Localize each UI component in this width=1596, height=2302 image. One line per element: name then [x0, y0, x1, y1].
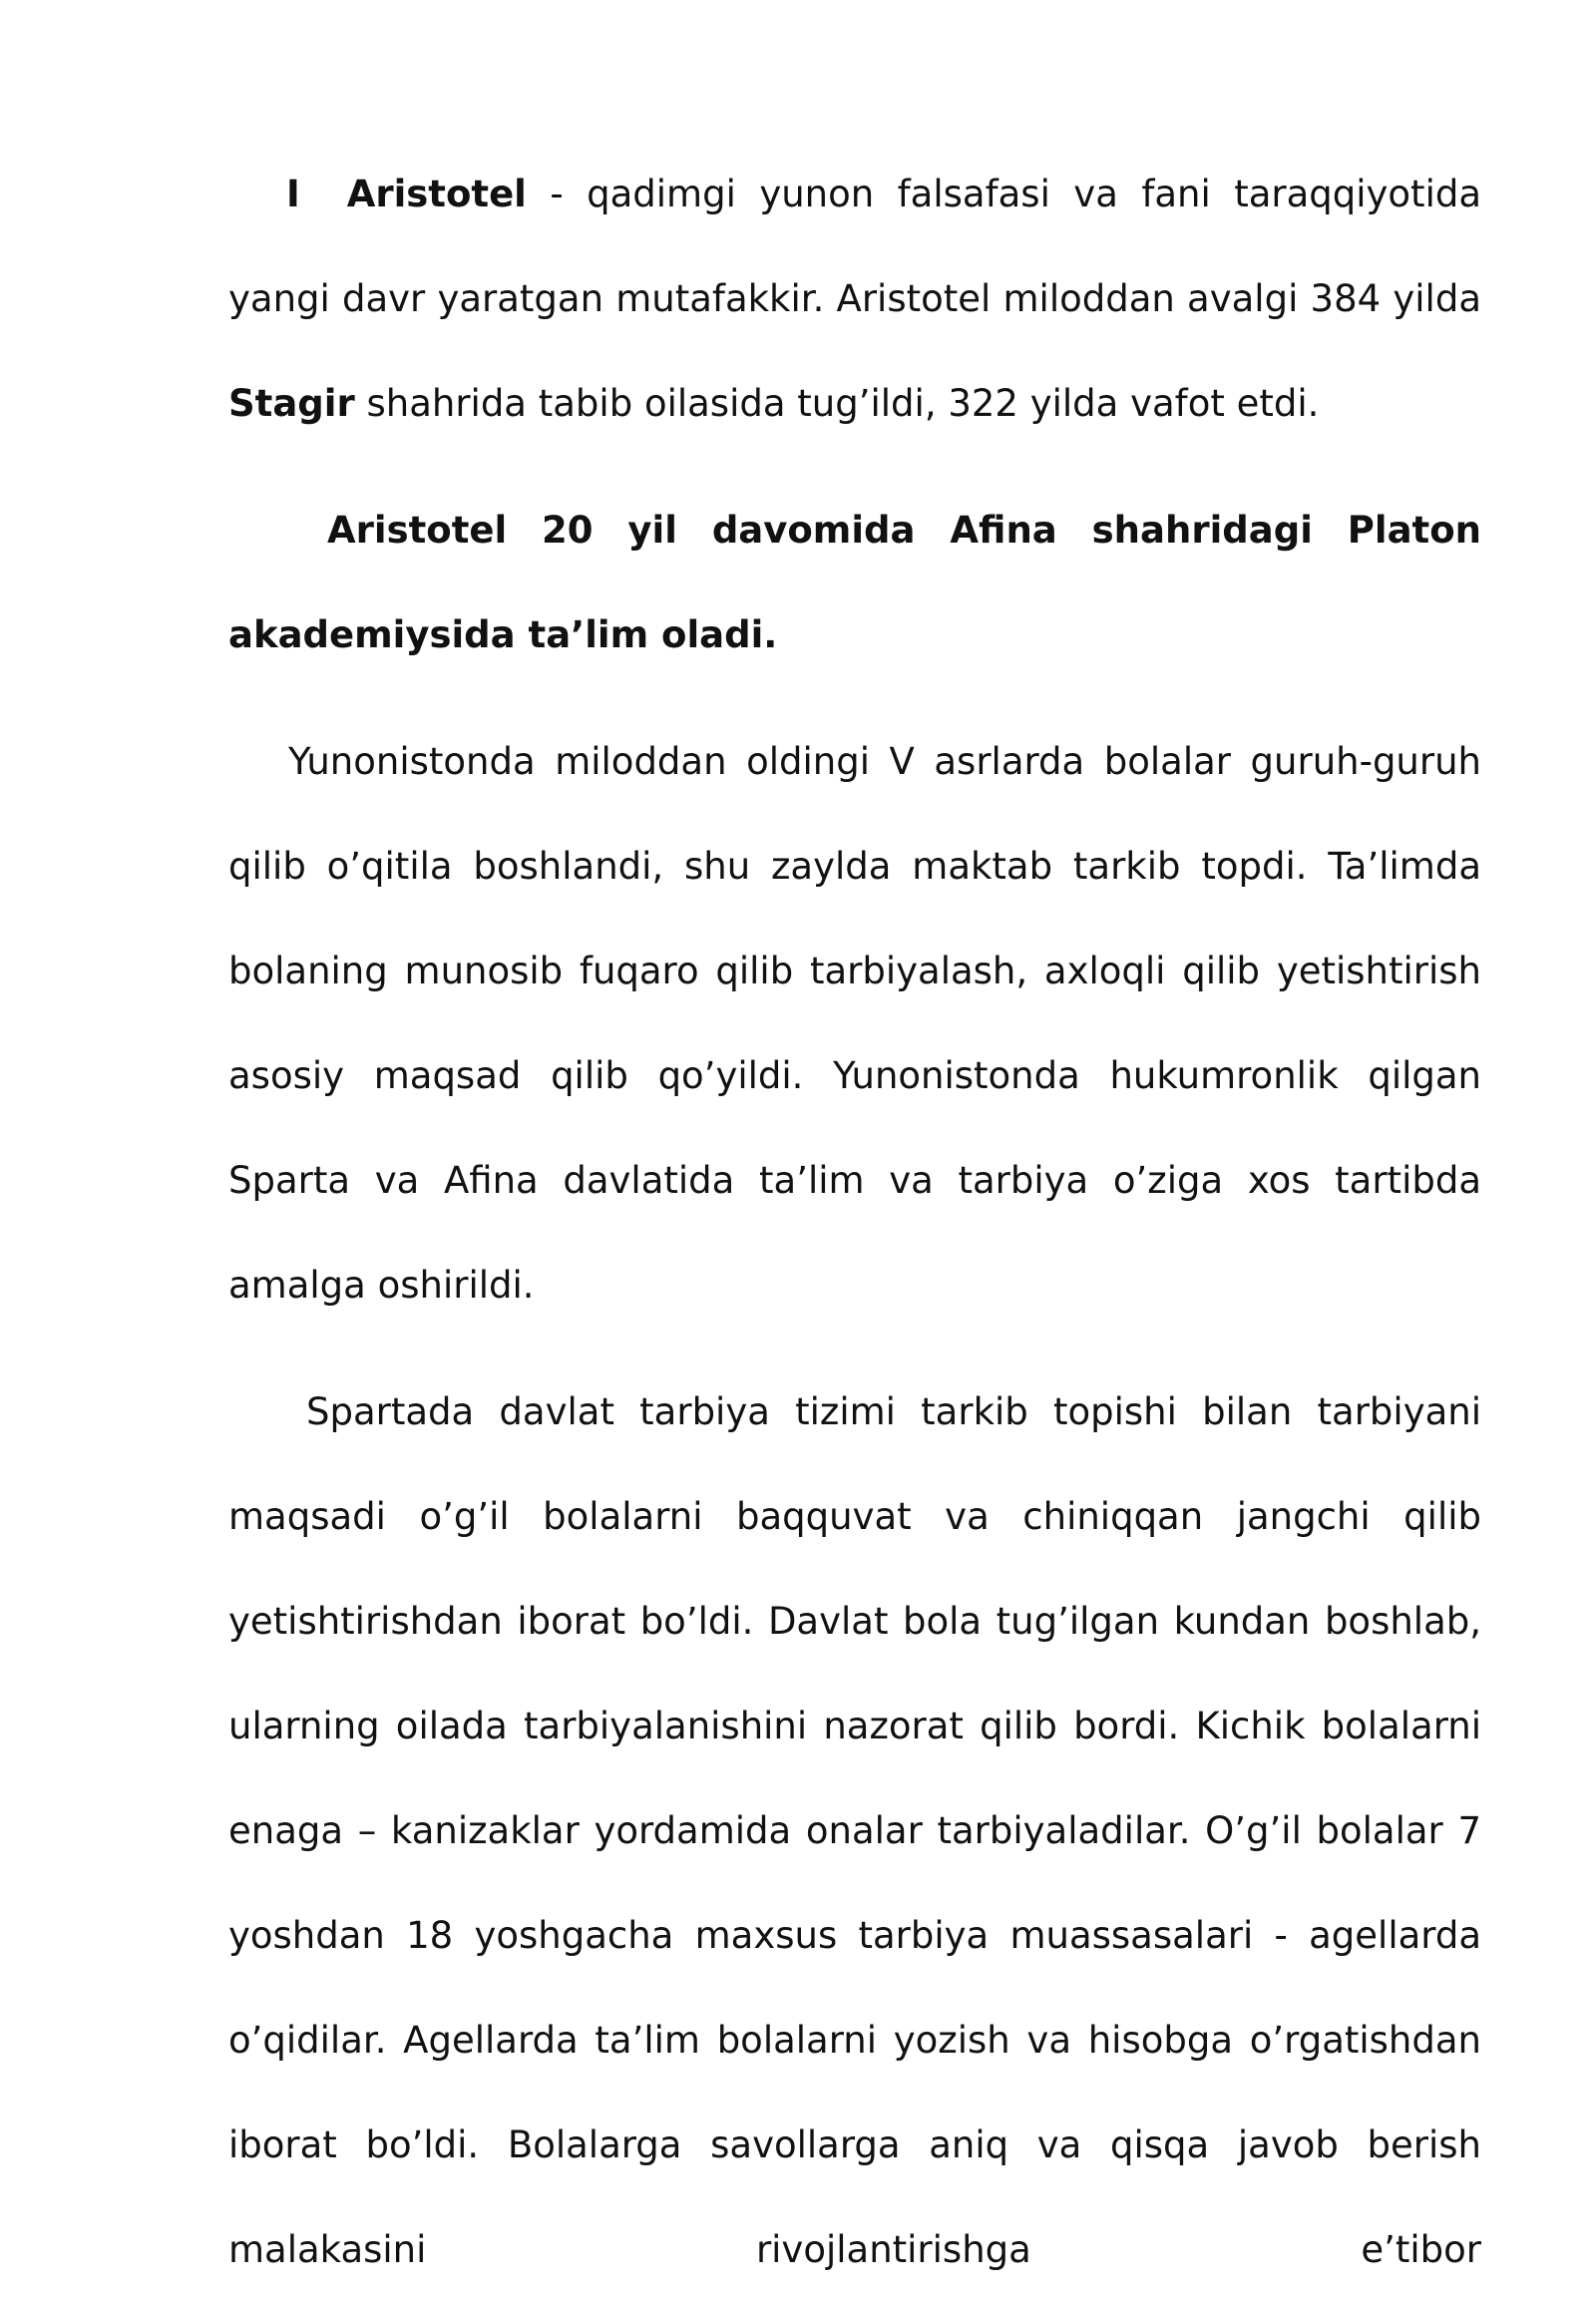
section-numeral: I [286, 173, 300, 215]
paragraph-sparta-education: Spartada davlat tarbiya tizimi tarkib topishi bilan tarbiyani maqsadi o’g’il bolalarni baqquvat va chiniqqan jangchi qilib yetishtirishdan iborat bo’ldi. Davlat bola tug’ilgan kundan boshlab, ularning oilada tarbiyalanishini nazorat qilib bordi. Kichik bolalarni enaga – kanizaklar yordamida onalar tarbiyaladilar. O’g’il bolalar 7 yoshdan 18 yoshgacha maxsus tarbiya muassasalari - agellarda o’qidilar. Agellarda ta’lim bolalarni yozish va hisobga o’rgatishdan iborat bo’ldi. Bolalarga savollarga aniq va qisqa javob berish malakasini rivojlantirishga e’tibor [228, 1390, 1481, 2271]
city-stagir: Stagir [228, 382, 355, 425]
name-aristotel: Aristotel [346, 173, 527, 215]
paragraph-text: - qadimgi yunon falsafasi va fani taraqqiyotida yangi davr yaratgan mutafakkir. Aristotel miloddan avalgi 384 yilda [228, 173, 1482, 320]
paragraph-text: shahrida tabib oilasida tug’ildi, 322 yilda vafot etdi. [354, 382, 1320, 425]
document-body [228, 142, 1481, 2302]
paragraph-academy: Aristotel 20 yil davomida Afina shahridagi Platon akademiysida ta’lim oladi. [228, 509, 1481, 656]
paragraph-greece-schools: Yunonistonda miloddan oldingi V asrlarda bolalar guruh-guruh qilib o’qitila boshlandi, shu zaylda maktab tarkib topdi. Ta’limda bolaning munosib fuqaro qilib tarbiyalash, axloqli qilib yetishtirish asosiy maqsad qilib qo’yildi. Yunonistonda hukumronlik qilgan Sparta va Afina davlatida ta’lim va tarbiya o’ziga xos tartibda amalga oshirildi. [228, 740, 1481, 1307]
paragraph-aristotle-intro [228, 142, 1481, 456]
